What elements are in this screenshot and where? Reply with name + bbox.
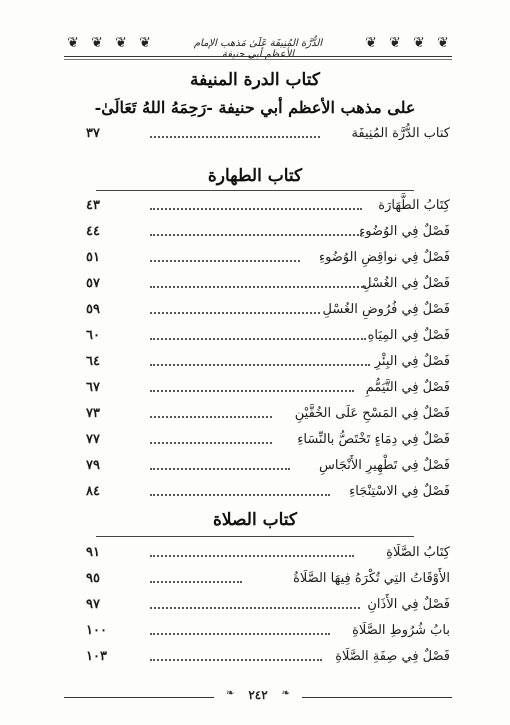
header-ornament-icon: ❦: [437, 35, 449, 51]
running-title: الدُّرَّة المُنِيفَة عَلَىٰ مَذهب الإمام الأعظم أبي حنيفة: [193, 38, 323, 60]
leader-dots: [150, 659, 322, 661]
toc-entry[interactable]: [86, 543, 450, 563]
header-ornament-icon: ❦: [91, 35, 103, 51]
footer-ornament-icon: ❧: [226, 688, 235, 699]
toc-entry[interactable]: [86, 404, 450, 424]
section-rule: [96, 190, 414, 191]
page-number: ٢٤٢: [248, 688, 268, 702]
leader-dots: [150, 286, 366, 288]
toc-entry[interactable]: [86, 326, 450, 346]
toc-entry-page: ٩٥: [86, 571, 100, 586]
toc-entry[interactable]: [86, 595, 450, 615]
toc-entry-page: ٧٣: [86, 406, 100, 421]
section-title: كتاب الصلاة: [212, 510, 298, 530]
toc-entry-label: بابُ شُرُوطِ الصَّلَاةِ: [352, 623, 450, 638]
toc-entry-page: ٥٧: [86, 276, 100, 291]
leader-dots: [150, 555, 354, 557]
header-ornament-icon: ❦: [365, 35, 377, 51]
toc-entry-label: فَصْلٌ فِي فُرُوضِ الغُسْلِ: [322, 302, 450, 317]
leader-dots: [150, 633, 330, 635]
header-ornament-icon: ❦: [413, 35, 425, 51]
footer-rule: [302, 697, 452, 698]
leader-dots: [150, 364, 370, 366]
leader-dots: [150, 581, 242, 583]
header-ornament-icon: ❦: [139, 35, 151, 51]
toc-entry[interactable]: [86, 274, 450, 294]
header-rule: [64, 59, 452, 60]
toc-entry[interactable]: [86, 124, 450, 144]
toc-entry[interactable]: [86, 569, 450, 589]
toc-entry-page: ٦٤: [86, 354, 100, 369]
toc-entry-label: فَصْلٌ فِي المَسْحِ عَلَى الخُفَّيْنِ: [294, 406, 450, 421]
footer-ornament-icon: ❧: [281, 688, 290, 699]
header-ornament-icon: ❦: [389, 35, 401, 51]
toc-entry-page: ٧٩: [86, 458, 100, 473]
toc-entry-label: فَصْلٌ فِي صِفَةِ الصَّلَاةِ: [335, 649, 450, 664]
toc-entry-page: ٨٤: [86, 484, 100, 499]
toc-entry-page: ٩٧: [86, 597, 100, 612]
toc-entry-page: ٥١: [86, 250, 100, 265]
toc-entry-page: ٦٧: [86, 380, 100, 395]
toc-entry-label: فَصْلٌ فِي المِيَاهِ: [367, 328, 450, 343]
toc-entry-label: فَصْلٌ فِي الأَذَانِ: [367, 597, 450, 612]
toc-entry-label: فَصْلٌ فِي دِمَاءٍ تَخْتَصُّ بالنِّسَاءِ: [297, 432, 450, 447]
section-subtitle: على مذهب الأعظم أبي حنيفة -رَحِمَهُ اللهُ تَعَالَىٰ-: [94, 98, 416, 117]
toc-entry[interactable]: [86, 196, 450, 216]
leader-dots: [150, 494, 330, 496]
leader-dots: [150, 312, 320, 314]
toc-entry-label: فَصْلٌ فِي البِئْرِ: [374, 354, 450, 369]
leader-dots: [150, 416, 272, 418]
header-rule: [64, 56, 452, 57]
page-footer: [64, 688, 452, 708]
toc-entry-label: فَصْلٌ فِي التَّيَمُّمِ: [365, 380, 450, 395]
toc-entry[interactable]: [86, 647, 450, 667]
toc-entry-page: ٧٧: [86, 432, 100, 447]
toc-entry[interactable]: [86, 222, 450, 242]
leader-dots: [150, 390, 354, 392]
toc-entry-label: فَصْلٌ فِي الغُسْلِ: [362, 276, 450, 291]
toc-entry-page: ١٠٠: [86, 623, 107, 638]
header-ornament-icon: ❦: [67, 35, 79, 51]
toc-entry[interactable]: [86, 621, 450, 641]
toc-entry-label: فَصْلٌ فِي تَطْهِيرِ الأَنْجَاسِ: [318, 458, 450, 473]
toc-entry-label: فَصْلٌ فِي نواقِضِ الوُضُوءِ: [318, 250, 450, 265]
toc-entry-label: فَصْلٌ فِي الاسْتِنْجَاءِ: [349, 484, 450, 499]
toc-entry-page: ٦٠: [86, 328, 100, 343]
footer-rule: [64, 697, 214, 698]
leader-dots: [150, 234, 362, 236]
toc-entry-label: كتاب الدُّرَّة المُنِيفَة: [351, 126, 450, 141]
toc-entry[interactable]: [86, 248, 450, 268]
toc-entry-page: ٤٣: [86, 198, 100, 213]
header-ornament-icon: ❦: [115, 35, 127, 51]
section-title: كتاب الدرة المنيفة: [190, 70, 320, 90]
toc-entry-page: ٩١: [86, 545, 100, 560]
leader-dots: [150, 442, 272, 444]
toc-entry[interactable]: [86, 456, 450, 476]
leader-dots: [150, 338, 366, 340]
section-rule: [96, 536, 414, 537]
toc-entry[interactable]: [86, 430, 450, 450]
toc-entry[interactable]: [86, 300, 450, 320]
leader-dots: [150, 208, 362, 210]
toc-entry-label: كِتَابُ الصَّلَاةِ: [386, 545, 450, 560]
toc-entry[interactable]: [86, 482, 450, 502]
toc-entry-label: كِتَابُ الطَّهَارَة: [378, 198, 450, 213]
running-header: [64, 30, 452, 64]
leader-dots: [150, 260, 300, 262]
toc-entry-page: ٥٩: [86, 302, 100, 317]
leader-dots: [150, 607, 360, 609]
leader-dots: [150, 136, 320, 138]
toc-entry[interactable]: [86, 352, 450, 372]
toc-entry-label: فَصْلٌ فِي الوُضُوءِ: [359, 224, 450, 239]
leader-dots: [150, 468, 290, 470]
toc-entry-page: ١٠٣: [86, 649, 107, 664]
toc-entry-page: ٣٧: [86, 126, 100, 141]
toc-entry[interactable]: [86, 378, 450, 398]
toc-entry-label: الأَوْقَاتُ التِي تُكْرَهُ فِيهَا الصَّلَاةُ: [293, 571, 450, 586]
section-title: كتاب الطهارة: [207, 166, 303, 186]
toc-entry-page: ٤٤: [86, 224, 100, 239]
